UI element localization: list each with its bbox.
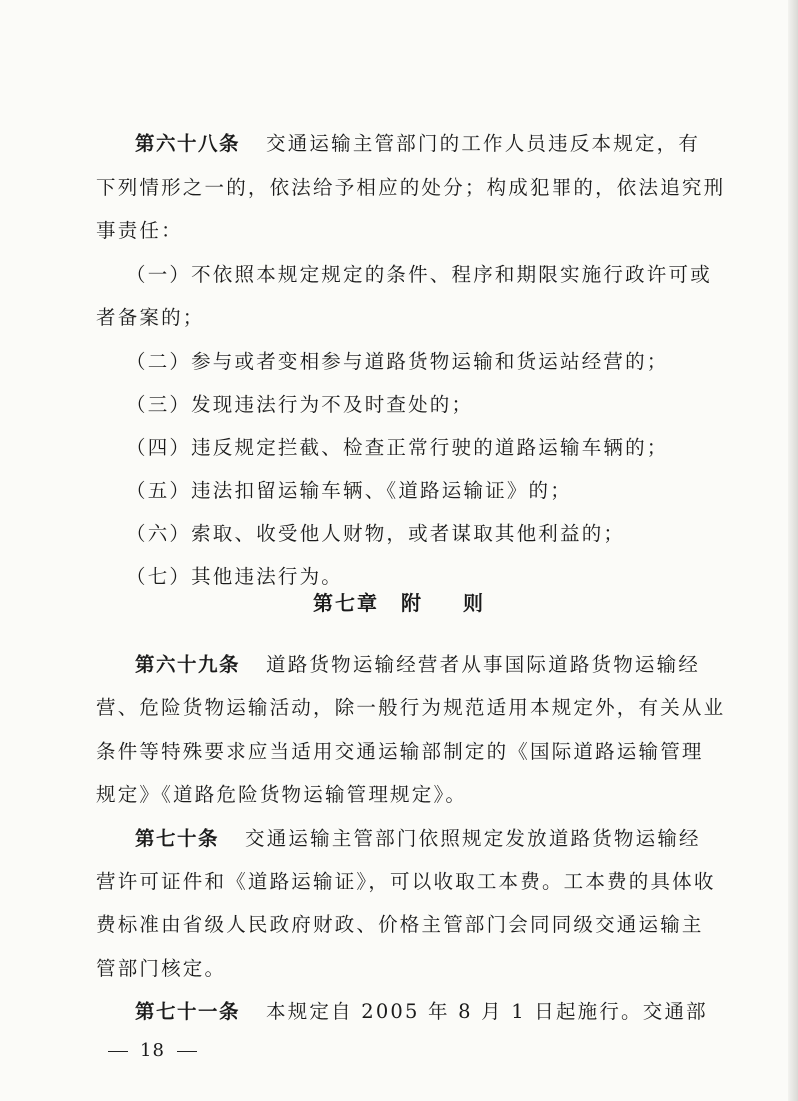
article-68-text-2: 下列情形之一的，依法给予相应的处分；构成犯罪的，依法追究刑 [96, 176, 726, 199]
article-70-text-2: 营许可证件和《道路运输证》，可以收取工本费。工本费的具体收 [96, 870, 716, 893]
article-71-title: 第七十一条 [135, 1000, 241, 1023]
article-70-text-4: 管部门核定。 [96, 957, 227, 980]
article-69-text-3: 条件等特殊要求应当适用交通运输部制定的《国际道路运输管理 [96, 740, 704, 763]
footer-dash-left [108, 1051, 128, 1052]
chapter-word-1: 附 [401, 591, 423, 615]
page-number: 18 [140, 1040, 165, 1061]
article-70-title: 第七十条 [135, 827, 220, 850]
article-68-line-1 [135, 130, 700, 158]
article-68-title: 第六十八条 [135, 132, 241, 155]
item-5: （五）违法扣留运输车辆、《道路运输证》的； [126, 479, 572, 502]
article-70-text-3: 费标准由省级人民政府财政、价格主管部门会同同级交通运输主 [96, 913, 704, 936]
article-70-text-1: 交通运输主管部门依照规定发放道路货物运输经 [245, 827, 701, 850]
article-68-text-3: 事责任： [96, 219, 183, 242]
item-1-line-2: 者备案的； [96, 306, 205, 329]
chapter-7-heading [0, 589, 798, 617]
article-69-title: 第六十九条 [135, 653, 241, 676]
item-4: （四）违反规定拦截、检查正常行驶的道路运输车辆的； [126, 436, 669, 459]
chapter-number: 第七章 [313, 591, 379, 615]
article-68-text-1: 交通运输主管部门的工作人员违反本规定，有 [266, 132, 701, 155]
page-footer [96, 1040, 209, 1061]
item-7: （七）其他违法行为。 [126, 565, 344, 588]
article-71-line-1 [135, 998, 708, 1026]
item-3: （三）发现违法行为不及时查处的； [126, 393, 474, 416]
article-69-line-1 [135, 651, 700, 679]
chapter-word-2: 则 [463, 591, 485, 615]
article-69-text-4: 规定》《道路危险货物运输管理规定》。 [96, 783, 468, 806]
article-69-text-2: 营、危险货物运输活动，除一般行为规范适用本规定外，有关从业 [96, 696, 726, 719]
page-edge-shadow [788, 0, 798, 1101]
item-6: （六）索取、收受他人财物，或者谋取其他利益的； [126, 522, 626, 545]
item-2: （二）参与或者变相参与道路货物运输和货运站经营的； [126, 350, 669, 373]
item-1-line-1: （一）不依照本规定规定的条件、程序和期限实施行政许可或 [126, 263, 712, 286]
article-71-text-1: 本规定自 2005 年 8 月 1 日起施行。交通部 [266, 1000, 708, 1023]
footer-dash-right [177, 1051, 197, 1052]
article-69-text-1: 道路货物运输经营者从事国际道路货物运输经 [266, 653, 701, 676]
article-70-line-1 [135, 825, 701, 853]
